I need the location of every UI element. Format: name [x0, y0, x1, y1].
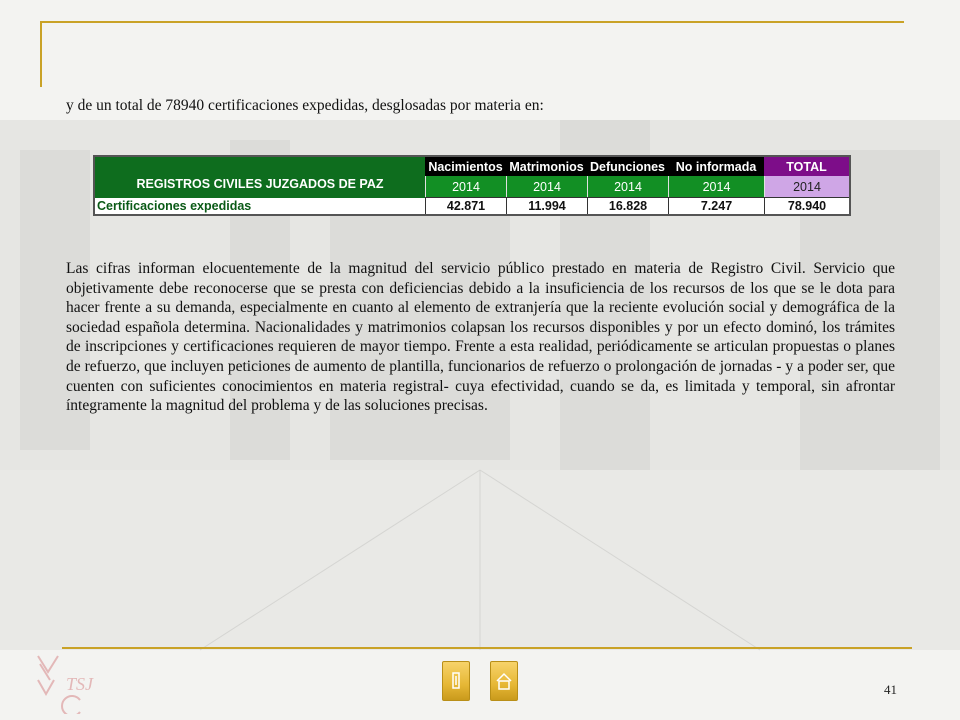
home-button[interactable] — [490, 661, 518, 701]
page-number: 41 — [884, 682, 897, 697]
statistics-table — [93, 155, 851, 216]
table-row-label: Certificaciones expedidas — [95, 197, 425, 214]
value-nacimientos: 42.871 — [425, 197, 506, 214]
value-matrimonios: 11.994 — [506, 197, 587, 214]
year-cell: 2014 — [668, 176, 764, 197]
value-total: 78.940 — [764, 197, 849, 214]
year-cell: 2014 — [425, 176, 506, 197]
year-cell-total: 2014 — [764, 176, 849, 197]
year-cell: 2014 — [587, 176, 668, 197]
home-icon — [495, 670, 513, 692]
year-cell: 2014 — [506, 176, 587, 197]
value-no-informada: 7.247 — [668, 197, 764, 214]
table-title: REGISTROS CIVILES JUZGADOS DE PAZ — [95, 157, 425, 197]
frame-top-line — [40, 21, 904, 23]
tsj-logo — [30, 650, 110, 714]
column-header-total: TOTAL — [764, 157, 849, 176]
logo-text: TSJ — [66, 674, 93, 694]
frame-bottom-line — [62, 647, 912, 649]
column-header-matrimonios: Matrimonios — [506, 157, 587, 176]
column-header-defunciones: Defunciones — [587, 157, 668, 176]
intro-paragraph: y de un total de 78940 certificaciones expedidas, desglosadas por materia en: — [66, 97, 544, 114]
frame-left-line — [40, 21, 42, 87]
back-button[interactable] — [442, 661, 470, 701]
column-header-nacimientos: Nacimientos — [425, 157, 506, 176]
value-defunciones: 16.828 — [587, 197, 668, 214]
back-icon — [447, 670, 465, 692]
body-paragraph: Las cifras informan elocuentemente de la magnitud del servicio público prestado en materia de Registro Civil. Servicio que objetivamente debe reconocerse que se presta con deficiencias debido a la insuficiencia de los recursos de los que se le dota para hacer frente a su demanda, especialmente en cuanto al elemento de extranjería que la reciente evolución social y demográfica de la sociedad española determina. Nacionalidades y matrimonios colapsan los recursos disponibles y por un efecto dominó, los trámites de inscripciones y certificaciones requieren de mayor tiempo. Frente a esta realidad, periódicamente se articulan propuestas o planes de refuerzo, que incluyen peticiones de aumento de plantilla, funcionarios de refuerzo o prolongación de jornadas - y a poder ser, que cuenten con suficientes conocimientos en materia registral- cuya efectividad, cuando se da, es limitada y temporal, sin afrontar íntegramente la magnitud del problema y de las soluciones precisas. — [66, 260, 895, 415]
column-header-no-informada: No informada — [668, 157, 764, 176]
